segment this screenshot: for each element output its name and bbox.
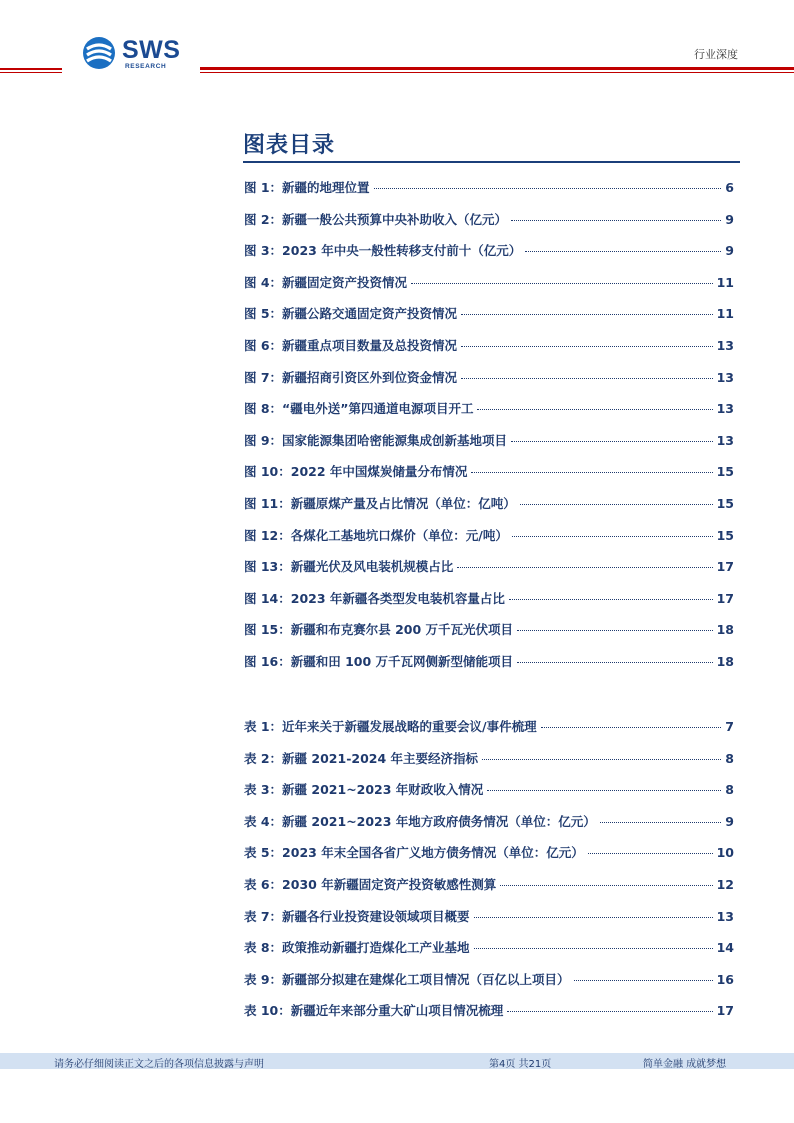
figure-toc-row[interactable] bbox=[244, 178, 734, 210]
figure-toc-row[interactable] bbox=[244, 336, 734, 368]
toc-entry-page-number[interactable]: 17 bbox=[716, 590, 734, 606]
toc-entry-page-number[interactable]: 10 bbox=[716, 845, 734, 861]
dot-leader bbox=[520, 504, 713, 505]
toc-entry-label[interactable]: 表 3：新疆 2021~2023 年财政收入情况 bbox=[244, 782, 484, 798]
dot-leader bbox=[474, 948, 713, 949]
toc-entry-label[interactable]: 表 2：新疆 2021-2024 年主要经济指标 bbox=[244, 750, 479, 766]
header-rule-right-thin bbox=[200, 72, 794, 73]
dot-leader bbox=[482, 759, 721, 760]
title-underline bbox=[243, 161, 740, 163]
dot-leader bbox=[374, 188, 722, 189]
report-type-tag: 行业深度 bbox=[694, 48, 738, 61]
toc-entry-label[interactable]: 图 8：“疆电外送”第四通道电源项目开工 bbox=[244, 401, 474, 417]
toc-entry-label[interactable]: 表 1：近年来关于新疆发展战略的重要会议/事件梳理 bbox=[244, 719, 537, 734]
table-toc-row[interactable] bbox=[244, 780, 734, 812]
figure-toc-row[interactable] bbox=[244, 399, 734, 431]
dot-leader bbox=[411, 283, 713, 284]
toc-entry-page-number[interactable]: 18 bbox=[716, 622, 734, 638]
toc-entry-label[interactable]: 图 15：新疆和布克赛尔县 200 万千瓦光伏项目 bbox=[244, 622, 514, 638]
table-toc-row[interactable] bbox=[244, 1001, 734, 1033]
table-toc-row[interactable] bbox=[244, 875, 734, 907]
toc-entry-page-number[interactable]: 14 bbox=[716, 940, 734, 956]
table-toc-row[interactable] bbox=[244, 749, 734, 781]
toc-entry-page-number[interactable]: 11 bbox=[716, 306, 734, 322]
toc-entry-label[interactable]: 图 13：新疆光伏及风电装机规模占比 bbox=[244, 559, 454, 575]
figure-toc-row[interactable] bbox=[244, 431, 734, 463]
toc-entry-page-number[interactable]: 15 bbox=[716, 464, 734, 480]
logo-wordmark: SWS bbox=[122, 36, 181, 64]
dot-leader bbox=[511, 441, 713, 442]
toc-entry-label[interactable]: 图 7：新疆招商引资区外到位资金情况 bbox=[244, 369, 458, 385]
toc-entry-page-number[interactable]: 18 bbox=[716, 653, 734, 669]
figure-toc-row[interactable] bbox=[244, 210, 734, 242]
dot-leader bbox=[461, 346, 713, 347]
dot-leader bbox=[541, 727, 722, 728]
dot-leader bbox=[461, 314, 713, 315]
dot-leader bbox=[588, 853, 713, 854]
figure-toc-row[interactable] bbox=[244, 462, 734, 494]
toc-entry-label[interactable]: 表 7：新疆各行业投资建设领域项目概要 bbox=[244, 908, 470, 924]
table-list bbox=[244, 717, 734, 1033]
figure-toc-row[interactable] bbox=[244, 273, 734, 305]
figure-toc-row[interactable] bbox=[244, 304, 734, 336]
dot-leader bbox=[457, 567, 712, 568]
dot-leader bbox=[574, 980, 713, 981]
toc-entry-page-number[interactable]: 8 bbox=[725, 782, 734, 798]
header-rule-right bbox=[200, 67, 794, 70]
toc-entry-label[interactable]: 表 8：政策推动新疆打造煤化工产业基地 bbox=[244, 940, 470, 956]
toc-entry-page-number[interactable]: 15 bbox=[716, 495, 734, 511]
page-title: 图表目录 bbox=[243, 133, 336, 158]
figure-toc-row[interactable] bbox=[244, 526, 734, 558]
footer-slogan: 简单金融 成就梦想 bbox=[643, 1059, 727, 1070]
toc-entry-label[interactable]: 表 10：新疆近年来部分重大矿山项目情况梳理 bbox=[244, 1003, 504, 1019]
toc-entry-page-number[interactable]: 13 bbox=[716, 908, 734, 924]
toc-entry-label[interactable]: 表 4：新疆 2021~2023 年地方政府债务情况（单位：亿元） bbox=[244, 813, 596, 829]
dot-leader bbox=[517, 662, 713, 663]
dot-leader bbox=[512, 536, 713, 537]
toc-entry-page-number[interactable]: 8 bbox=[725, 750, 734, 766]
dot-leader bbox=[517, 630, 713, 631]
toc-entry-label[interactable]: 图 12：各煤化工基地坑口煤价（单位：元/吨） bbox=[244, 527, 508, 543]
figure-toc-row[interactable] bbox=[244, 494, 734, 526]
table-toc-row[interactable] bbox=[244, 907, 734, 939]
toc-entry-page-number[interactable]: 9 bbox=[725, 211, 734, 227]
dot-leader bbox=[500, 885, 712, 886]
figure-toc-row[interactable] bbox=[244, 652, 734, 684]
footer-disclaimer: 请务必仔细阅读正文之后的各项信息披露与声明 bbox=[54, 1059, 264, 1070]
table-toc-row[interactable] bbox=[244, 812, 734, 844]
table-toc-row[interactable] bbox=[244, 970, 734, 1002]
dot-leader bbox=[511, 220, 721, 221]
table-toc-row[interactable] bbox=[244, 843, 734, 875]
figure-toc-row[interactable] bbox=[244, 557, 734, 589]
dot-leader bbox=[487, 790, 721, 791]
page-header bbox=[0, 0, 794, 80]
toc-entry-page-number[interactable]: 9 bbox=[725, 243, 734, 259]
toc-entry-label[interactable]: 表 5：2023 年末全国各省广义地方债务情况（单位：亿元） bbox=[244, 845, 584, 861]
toc-entry-label[interactable]: 图 16：新疆和田 100 万千瓦网侧新型储能项目 bbox=[244, 653, 514, 669]
toc-entry-label[interactable]: 表 9：新疆部分拟建在建煤化工项目情况（百亿以上项目） bbox=[244, 971, 570, 987]
dot-leader bbox=[477, 409, 712, 410]
toc-entry-label[interactable]: 图 10：2022 年中国煤炭储量分布情况 bbox=[244, 464, 468, 480]
toc-entry-label[interactable]: 表 6：2030 年新疆固定资产投资敏感性测算 bbox=[244, 876, 497, 892]
toc-entry-page-number[interactable]: 13 bbox=[716, 432, 734, 448]
toc-entry-page-number[interactable]: 12 bbox=[716, 876, 734, 892]
toc-entry-page-number[interactable]: 13 bbox=[716, 369, 734, 385]
table-toc-row[interactable] bbox=[244, 938, 734, 970]
toc-entry-label[interactable]: 图 11：新疆原煤产量及占比情况（单位：亿吨） bbox=[244, 495, 516, 511]
toc-entry-page-number[interactable]: 11 bbox=[716, 274, 734, 290]
figure-toc-row[interactable] bbox=[244, 589, 734, 621]
dot-leader bbox=[474, 917, 713, 918]
dot-leader bbox=[471, 472, 712, 473]
dot-leader bbox=[525, 251, 721, 252]
toc-entry-page-number[interactable]: 13 bbox=[716, 337, 734, 353]
toc-entry-label[interactable]: 图 14：2023 年新疆各类型发电装机容量占比 bbox=[244, 590, 505, 606]
figure-toc-row[interactable] bbox=[244, 620, 734, 652]
toc-entry-label[interactable]: 图 1：新疆的地理位置 bbox=[244, 180, 370, 195]
toc-entry-label[interactable]: 图 9：国家能源集团哈密能源集成创新基地项目 bbox=[244, 432, 508, 448]
toc-entry-page-number[interactable]: 7 bbox=[725, 719, 734, 734]
toc-entry-label[interactable]: 图 5：新疆公路交通固定资产投资情况 bbox=[244, 306, 458, 322]
dot-leader bbox=[600, 822, 721, 823]
dot-leader bbox=[461, 378, 713, 379]
dot-leader bbox=[507, 1011, 712, 1012]
figure-toc-row[interactable] bbox=[244, 241, 734, 273]
toc-entry-page-number[interactable]: 6 bbox=[725, 180, 734, 195]
toc-entry-page-number[interactable]: 15 bbox=[716, 527, 734, 543]
toc-entry-label[interactable]: 图 4：新疆固定资产投资情况 bbox=[244, 274, 408, 290]
figure-toc-row[interactable] bbox=[244, 368, 734, 400]
toc-entry-label[interactable]: 图 2：新疆一般公共预算中央补助收入（亿元） bbox=[244, 211, 508, 227]
toc-entry-page-number[interactable]: 9 bbox=[725, 813, 734, 829]
dot-leader bbox=[509, 599, 713, 600]
header-rule-left-thin bbox=[0, 72, 62, 73]
sws-logo bbox=[82, 36, 192, 72]
page-footer bbox=[0, 1053, 794, 1069]
toc-entry-label[interactable]: 图 3：2023 年中央一般性转移支付前十（亿元） bbox=[244, 243, 522, 259]
header-rule-left bbox=[0, 68, 62, 70]
logo-subtext: RESEARCH bbox=[125, 63, 167, 70]
table-toc-row[interactable] bbox=[244, 717, 734, 749]
sws-logo-icon bbox=[82, 36, 116, 70]
toc-entry-page-number[interactable]: 17 bbox=[716, 559, 734, 575]
footer-page-number: 第4页 共21页 bbox=[489, 1059, 552, 1070]
toc-entry-page-number[interactable]: 17 bbox=[716, 1003, 734, 1019]
toc-entry-label[interactable]: 图 6：新疆重点项目数量及总投资情况 bbox=[244, 337, 458, 353]
toc-entry-page-number[interactable]: 13 bbox=[716, 401, 734, 417]
figure-list bbox=[244, 178, 734, 684]
toc-entry-page-number[interactable]: 16 bbox=[716, 971, 734, 987]
